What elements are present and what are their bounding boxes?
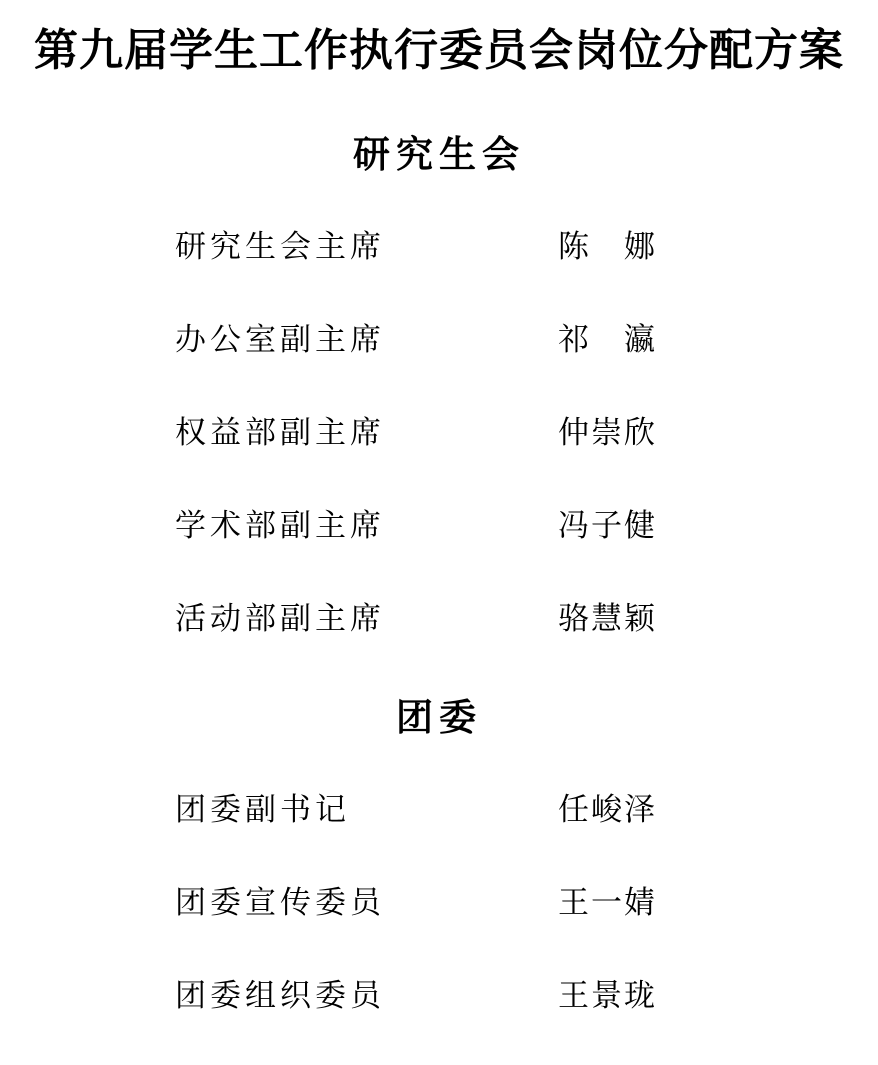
person-name: 冯子健 <box>558 508 657 544</box>
person-name: 任峻泽 <box>558 792 657 828</box>
assignment-row <box>175 229 878 265</box>
position-label: 办公室副主席 <box>175 322 385 358</box>
position-label: 研究生会主席 <box>175 229 385 265</box>
person-name: 祁 瀛 <box>558 322 657 358</box>
section-heading-graduate-union: 研究生会 <box>353 132 525 176</box>
position-label: 权益部副主席 <box>175 415 385 451</box>
position-label: 活动部副主席 <box>175 601 385 637</box>
assignment-row <box>175 601 878 637</box>
assignment-row <box>175 978 878 1014</box>
person-name: 王景珑 <box>558 978 657 1014</box>
person-name: 骆慧颖 <box>558 601 657 637</box>
person-name: 王一婧 <box>558 885 657 921</box>
assignment-row <box>175 322 878 358</box>
assignment-row <box>175 508 878 544</box>
youth-league-rows <box>175 792 878 1014</box>
position-label: 学术部副主席 <box>175 508 385 544</box>
graduate-union-rows <box>175 229 878 637</box>
assignment-row <box>175 792 878 828</box>
position-label: 团委组织委员 <box>175 978 385 1014</box>
position-label: 团委宣传委员 <box>175 885 385 921</box>
assignment-row <box>175 415 878 451</box>
person-name: 仲崇欣 <box>558 415 657 451</box>
document-title: 第九届学生工作执行委员会岗位分配方案 <box>34 25 844 76</box>
assignment-row <box>175 885 878 921</box>
section-heading-youth-league: 团委 <box>396 695 482 739</box>
person-name: 陈 娜 <box>558 229 657 265</box>
position-label: 团委副书记 <box>175 792 350 828</box>
